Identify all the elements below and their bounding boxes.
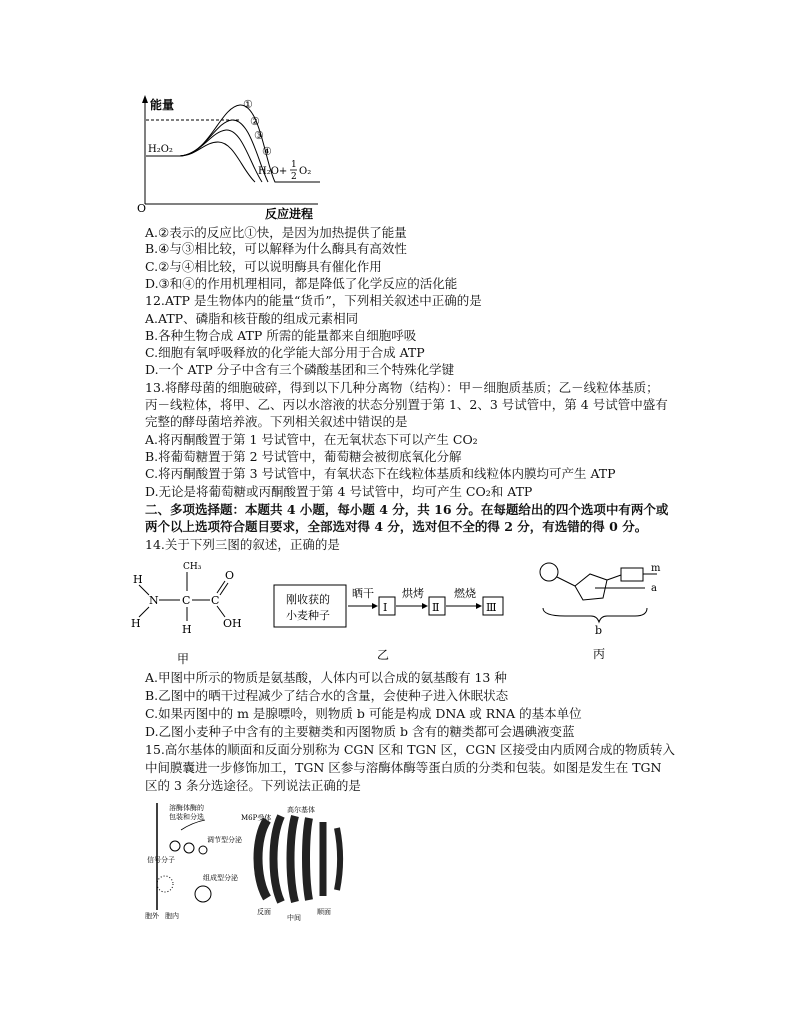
jia-o: O <box>225 569 235 582</box>
secreted-granules <box>157 876 173 892</box>
yi-box-line2: 小麦种子 <box>286 609 330 622</box>
jia-h-bottom: H <box>182 623 192 636</box>
curve-4 <box>180 142 255 182</box>
y-axis-arrow <box>142 95 148 103</box>
reactant-label: H₂O₂ <box>148 144 173 155</box>
q15-stem-1: 15.高尔基体的顺面和反面分别称为 CGN 区和 TGN 区，CGN 区接受由内质网合成的物质转入 <box>145 742 675 757</box>
bond <box>217 606 225 617</box>
bing-phosphate <box>540 563 558 581</box>
q12-stem: 12.ATP 是生物体内的能量“货币”，下列相关叙述中正确的是 <box>145 293 482 308</box>
bing-base <box>621 568 643 581</box>
jia-c2: C <box>211 594 220 607</box>
q12-option-d: D.一个 ATP 分子中含有三个磷酸基团和三个特殊化学键 <box>145 362 455 377</box>
bing-brace <box>543 608 647 622</box>
golgi-figure <box>145 798 370 923</box>
yi-r3: Ⅲ <box>486 601 497 614</box>
q11-option-d: D.③和④的作用机理相同，都是降低了化学反应的活化能 <box>145 276 458 291</box>
vesicle <box>195 886 211 902</box>
bond <box>217 581 225 593</box>
q13-option-d: D.无论是将葡萄糖或丙酮酸置于第 4 号试管中，均可产生 CO₂和 ATP <box>145 484 533 499</box>
q14-stem: 14.关于下列三图的叙述，正确的是 <box>145 537 340 552</box>
golgi-outside-label: 胞外 <box>145 912 159 920</box>
bing-caption: 丙 <box>593 647 606 661</box>
bing-a: a <box>651 583 657 594</box>
q14-option-a: A.甲图中所示的物质是氨基酸，人体内可以合成的氨基酸有 13 种 <box>145 670 507 685</box>
q13-stem-2: 丙－线粒体，将甲、乙、丙以水溶液的状态分别置于第 1、2、3 号试管中，第 4 号试管中盛有 <box>145 397 668 412</box>
figure-yi <box>272 575 522 665</box>
jia-h-top: H <box>133 573 143 586</box>
golgi-const-label: 组成型分泌 <box>203 874 238 882</box>
q13-stem-1: 13.将酵母菌的细胞破碎，得到以下几种分离物（结构）：甲－细胞质基质；乙－线粒体基质； <box>145 380 659 395</box>
q11-option-c: C.②与④相比较，可以说明酶具有催化作用 <box>145 259 382 274</box>
jia-caption: 甲 <box>177 652 190 666</box>
curve-label-4: ④ <box>262 145 272 158</box>
vesicle <box>199 846 207 854</box>
section2-line-2: 两个以上选项符合题目要求，全部选对得 4 分，选对但不全的得 2 分，有选错的得 0 分。 <box>145 519 648 534</box>
q15-stem-3: 区的 3 条分选途径。下列说法正确的是 <box>145 778 361 793</box>
bing-sugar <box>575 574 607 600</box>
bing-m: m <box>651 563 661 574</box>
curve-3 <box>180 130 262 182</box>
golgi-m6p-label: M6P受体 <box>241 814 272 822</box>
y-axis-label: 能量 <box>150 98 175 112</box>
yi-r2: Ⅱ <box>432 601 440 614</box>
origin-label: O <box>137 202 147 215</box>
q13-option-c: C.将丙酮酸置于第 3 号试管中，有氧状态下在线粒体基质和线粒体内膜均可产生 ATP <box>145 466 616 481</box>
q12-option-a: A.ATP、磷脂和核苷酸的组成元素相同 <box>145 311 359 326</box>
figure-jia <box>125 555 245 665</box>
golgi-signal-label: 信号分子 <box>147 856 175 864</box>
jia-ch3: CH₃ <box>183 562 202 572</box>
yi-caption: 乙 <box>377 648 390 662</box>
golgi-lyso-label2: 包装和分选 <box>169 813 204 821</box>
yi-box-line1: 刚收获的 <box>286 593 330 606</box>
q13-option-b: B.将葡萄糖置于第 2 号试管中，葡萄糖会被彻底氧化分解 <box>145 449 462 464</box>
yi-step2: 烘烤 <box>402 587 424 600</box>
product-label: H₂O+ <box>258 166 288 177</box>
q13-stem-3: 完整的酵母菌培养液。下列相关叙述中错误的是 <box>145 414 408 429</box>
arrow-head <box>476 603 482 609</box>
golgi-reg-label: 调节型分泌 <box>207 836 242 844</box>
jia-n: N <box>149 594 159 607</box>
vesicle <box>184 843 194 853</box>
bond <box>557 577 575 586</box>
bond <box>220 583 228 595</box>
q11-option-b: B.④与③相比较，可以解释为什么酶具有高效性 <box>145 241 407 256</box>
q14-option-d: D.乙图小麦种子中含有的主要糖类和丙图物质 b 含有的糖类都可会遇碘液变蓝 <box>145 724 575 739</box>
golgi-inside-label: 胞内 <box>165 912 179 920</box>
golgi-title: 高尔基体 <box>287 806 315 814</box>
jia-h-bottom-left: H <box>131 617 141 630</box>
yi-step3: 燃烧 <box>454 587 476 600</box>
q12-option-b: B.各种生物合成 ATP 所需的能量都来自细胞呼吸 <box>145 328 417 343</box>
q12-option-c: C.细胞有氧呼吸释放的化学能大部分用于合成 ATP <box>145 345 425 360</box>
golgi-stack <box>258 816 340 902</box>
q13-option-a: A.将丙酮酸置于第 1 号试管中，在无氧状态下可以产生 CO₂ <box>145 432 478 447</box>
curve-label-2: ② <box>250 115 260 128</box>
yi-r1: Ⅰ <box>383 601 388 614</box>
x-axis-label: 反应进程 <box>265 207 314 221</box>
bing-b: b <box>595 624 603 637</box>
energy-diagram <box>137 92 340 221</box>
figure-bing <box>535 558 665 663</box>
section2-line-1: 二、多项选择题：本题共 4 小题，每小题 4 分，共 16 分。在每题给出的四个选项中有两个或 <box>145 502 669 517</box>
bond <box>139 607 149 617</box>
jia-c1: C <box>182 594 191 607</box>
curve-label-1: ① <box>243 98 253 111</box>
q14-option-c: C.如果丙图中的 m 是腺嘌呤，则物质 b 可能是构成 DNA 或 RNA 的基本单位 <box>145 706 582 721</box>
q11-option-a: A.②表示的反应比①快，是因为加热提供了能量 <box>145 225 407 240</box>
product-o2: O₂ <box>299 166 312 177</box>
jia-oh: OH <box>223 617 242 630</box>
product-frac-den: 2 <box>291 172 297 182</box>
yi-step1: 晒干 <box>352 587 374 600</box>
q14-option-b: B.乙图中的晒干过程减少了结合水的含量，会使种子进入休眠状态 <box>145 688 509 703</box>
bond <box>139 585 149 595</box>
path-arrow <box>181 820 205 830</box>
vesicle <box>170 841 180 851</box>
q15-stem-2: 中间膜囊进一步修饰加工，TGN 区参与溶酶体酶等蛋白质的分类和包装。如图是发生在 TGN <box>145 760 662 775</box>
golgi-cis-label: 顺面 <box>317 908 331 916</box>
arrow-head <box>422 603 428 609</box>
golgi-mid-label: 中间 <box>287 914 301 922</box>
golgi-lyso-label: 溶酶体酶的 <box>169 804 204 812</box>
golgi-trans-label: 反面 <box>257 908 271 916</box>
arrow-head <box>372 603 378 609</box>
curve-label-3: ③ <box>254 129 264 142</box>
bond <box>607 575 621 580</box>
product-frac-num: 1 <box>291 160 297 170</box>
